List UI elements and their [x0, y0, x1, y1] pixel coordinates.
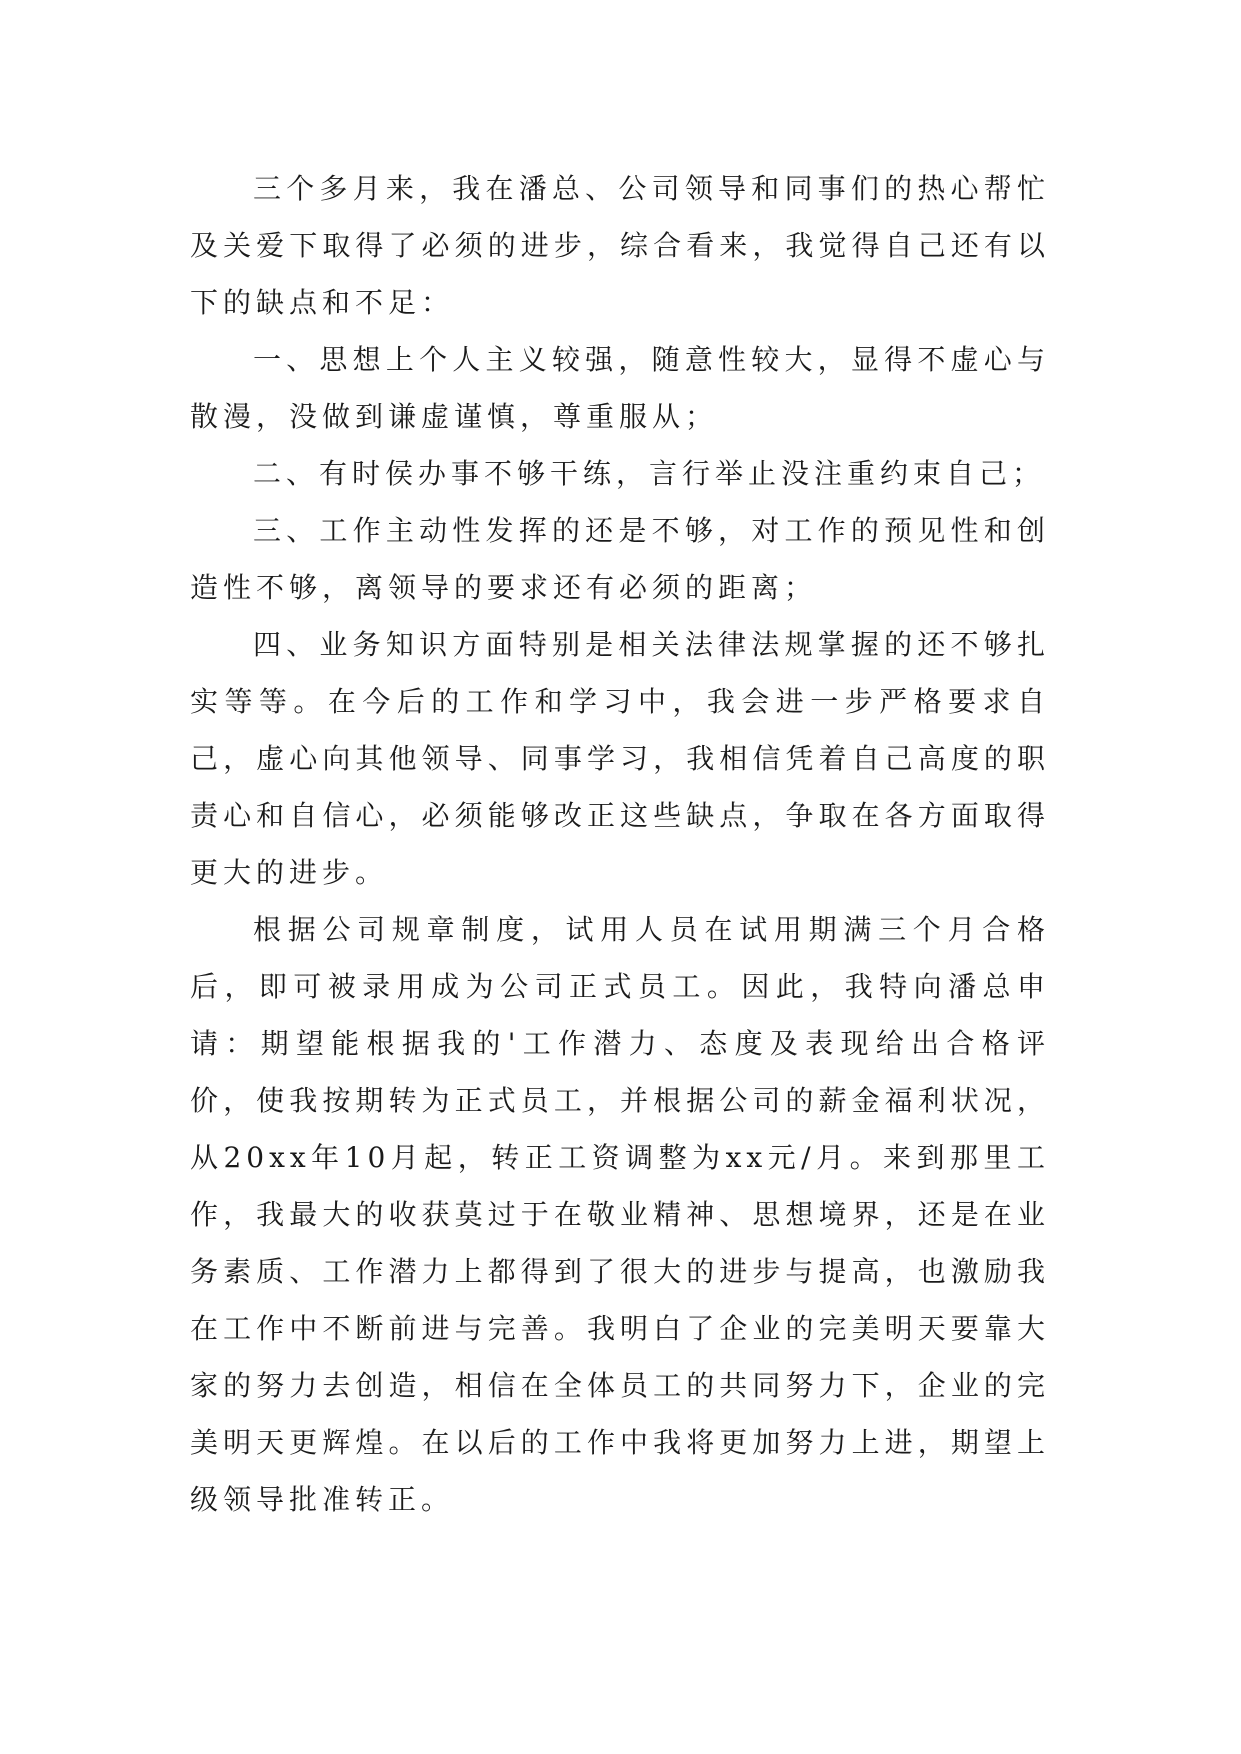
paragraph-point-1: 一、思想上个人主义较强，随意性较大，显得不虚心与散漫，没做到谦虚谨慎，尊重服从； — [190, 343, 1050, 433]
paragraph-application: 根据公司规章制度，试用人员在试用期满三个月合格后，即可被录用成为公司正式员工。因此，我特向潘总申请：期望能根据我的'工作潜力、态度及表现给出合格评价，使我按期转为正式员工，并根据公司的薪金福利状况，从20xx年10月起，转正工资调整为xx元/月。来到那里工作，我最大的收获莫过于在敬业精神、思想境界，还是在业务素质、工作潜力上都得到了很大的进步与提高，也激励我在工作中不断前进与完善。我明白了企业的完美明天要靠大家的努力去创造，相信在全体员工的共同努力下，企业的完美明天更辉煌。在以后的工作中我将更加努力上进，期望上级领导批准转正。 — [190, 913, 1050, 1516]
paragraph-point-3: 三、工作主动性发挥的还是不够，对工作的预见性和创造性不够，离领导的要求还有必须的距离； — [190, 514, 1050, 604]
paragraph-point-4: 四、业务知识方面特别是相关法律法规掌握的还不够扎实等等。在今后的工作和学习中，我会进一步严格要求自己，虚心向其他领导、同事学习，我相信凭着自己高度的职责心和自信心，必须能够改正这些缺点，争取在各方面取得更大的进步。 — [190, 628, 1050, 889]
paragraph-intro: 三个多月来，我在潘总、公司领导和同事们的热心帮忙及关爱下取得了必须的进步，综合看来，我觉得自己还有以下的缺点和不足： — [190, 172, 1050, 319]
document-body — [190, 160, 1050, 1528]
paragraph-point-2: 二、有时侯办事不够干练，言行举止没注重约束自己； — [253, 457, 1046, 490]
